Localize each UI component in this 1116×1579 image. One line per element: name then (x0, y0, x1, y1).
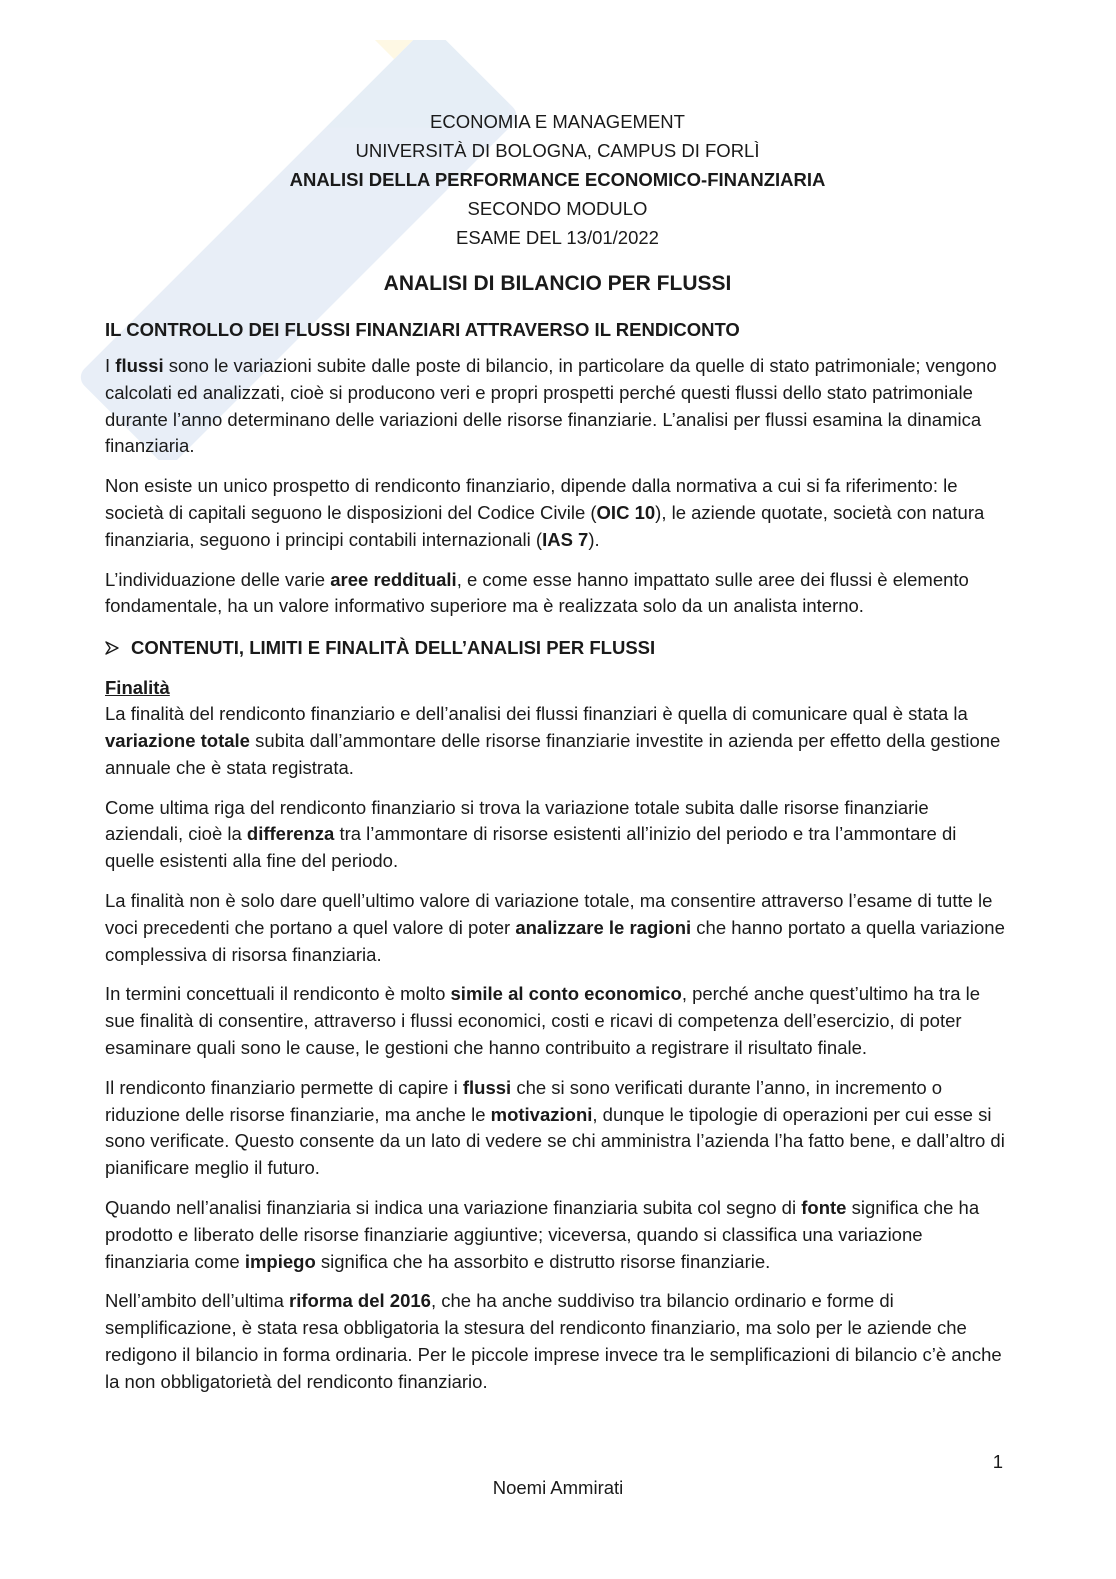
paragraph: Non esiste un unico prospetto di rendiconto finanziario, dipende dalla normativa a cui si fa riferimento: le società di capitali seguono le disposizioni del Codice Civile (OIC 10), le aziende quotate, società con natura finanziaria, seguono i principi contabili internazionali (IAS 7). (105, 475, 985, 550)
page-number: 1 (992, 1451, 1003, 1472)
footer-author: Noemi Ammirati (492, 1477, 624, 1498)
university-name: UNIVERSITÀ DI BOLOGNA, CAMPUS DI FORLÌ (355, 140, 760, 161)
paragraph: I flussi sono le variazioni subite dalle poste di bilancio, in particolare da quelle di stato patrimoniale; vengono calcolati ed analizzati, cioè si producono veri e propri prospetti perché questi flussi dello stato patrimoniale durante l’anno determinano delle variazioni delle risorse finanziarie. L’analisi per flussi esamina la dinamica finanziaria. (105, 355, 997, 457)
arrow-bullet-icon (105, 641, 119, 655)
paragraph: Nell’ambito dell’ultima riforma del 2016, che ha anche suddiviso tra bilancio ordinario e forme di semplificazione, è stata resa obbligatoria la stesura del rendiconto finanziario, ma solo per le aziende che redigono il bilancio in forma ordinaria. Per le piccole imprese invece tra le semplificazioni di bilancio c’è anche la non obbligatorietà del rendiconto finanziario. (105, 1290, 1002, 1392)
exam-date: ESAME DEL 13/01/2022 (456, 227, 659, 248)
section-heading-contenuti: CONTENUTI, LIMITI E FINALITÀ DELL’ANALISI PER FLUSSI (105, 634, 1010, 662)
course-title: ANALISI DELLA PERFORMANCE ECONOMICO-FINANZIARIA (289, 169, 826, 190)
paragraph: La finalità non è solo dare quell’ultimo valore di variazione totale, ma consentire attraverso l’esame di tutte le voci precedenti che portano a quel valore di poter analizzare le ragioni che hanno portato a quella variazione complessiva di risorsa finanziaria. (105, 889, 1005, 965)
subheading-finalita: Finalità (105, 677, 170, 699)
document-header (105, 107, 1010, 252)
paragraph: La finalità del rendiconto finanziario e dell’analisi dei flussi finanziari è quella di comunicare qual è stata la variazione totale subita dall’ammontare delle risorse finanziarie investite in azienda per effetto della gestione annuale che è stata registrata. (105, 703, 1001, 778)
document-page (105, 107, 1010, 1409)
document-title: ANALISI DI BILANCIO PER FLUSSI (383, 272, 732, 295)
module-name: SECONDO MODULO (467, 198, 648, 219)
faculty-name: ECONOMIA E MANAGEMENT (430, 111, 685, 132)
paragraph: Come ultima riga del rendiconto finanziario si trova la variazione totale subita dalle risorse finanziarie aziendali, cioè la differenza tra l’ammontare di risorse esistenti all’inizio del periodo e tra l’ammontare di quelle esistenti alla fine del periodo. (105, 796, 957, 872)
section-heading-controllo: IL CONTROLLO DEI FLUSSI FINANZIARI ATTRAVERSO IL RENDICONTO (105, 319, 740, 340)
paragraph: In termini concettuali il rendiconto è molto simile al conto economico, perché anche quest’ultimo ha tra le sue finalità di consentire, attraverso i flussi economici, costi e ricavi di competenza dell’esercizio, di poter esaminare quali sono le cause, le gestioni che hanno contribuito a registrare il risultato finale. (105, 983, 981, 1058)
paragraph: Il rendiconto finanziario permette di capire i flussi che si sono verificati durante l’anno, in incremento o riduzione delle risorse finanziarie, ma anche le motivazioni, dunque le tipologie di operazioni per cui esse si sono verificate. Questo consente da un lato di vedere se chi amministra l’azienda l’ha fatto bene, e dall’altro di pianificare meglio il futuro. (105, 1076, 1005, 1179)
paragraph: Quando nell’analisi finanziaria si indica una variazione finanziaria subita col segno di fonte significa che ha prodotto e liberato delle risorse finanziarie aggiuntive; viceversa, quando si classifica una variazione finanziaria come impiego significa che ha assorbito e distrutto risorse finanziarie. (105, 1196, 980, 1272)
paragraph: L’individuazione delle varie aree reddituali, e come esse hanno impattato sulle aree dei flussi è elemento fondamentale, ha un valore informativo superiore ma è realizzata solo da un analista interno. (105, 568, 969, 617)
